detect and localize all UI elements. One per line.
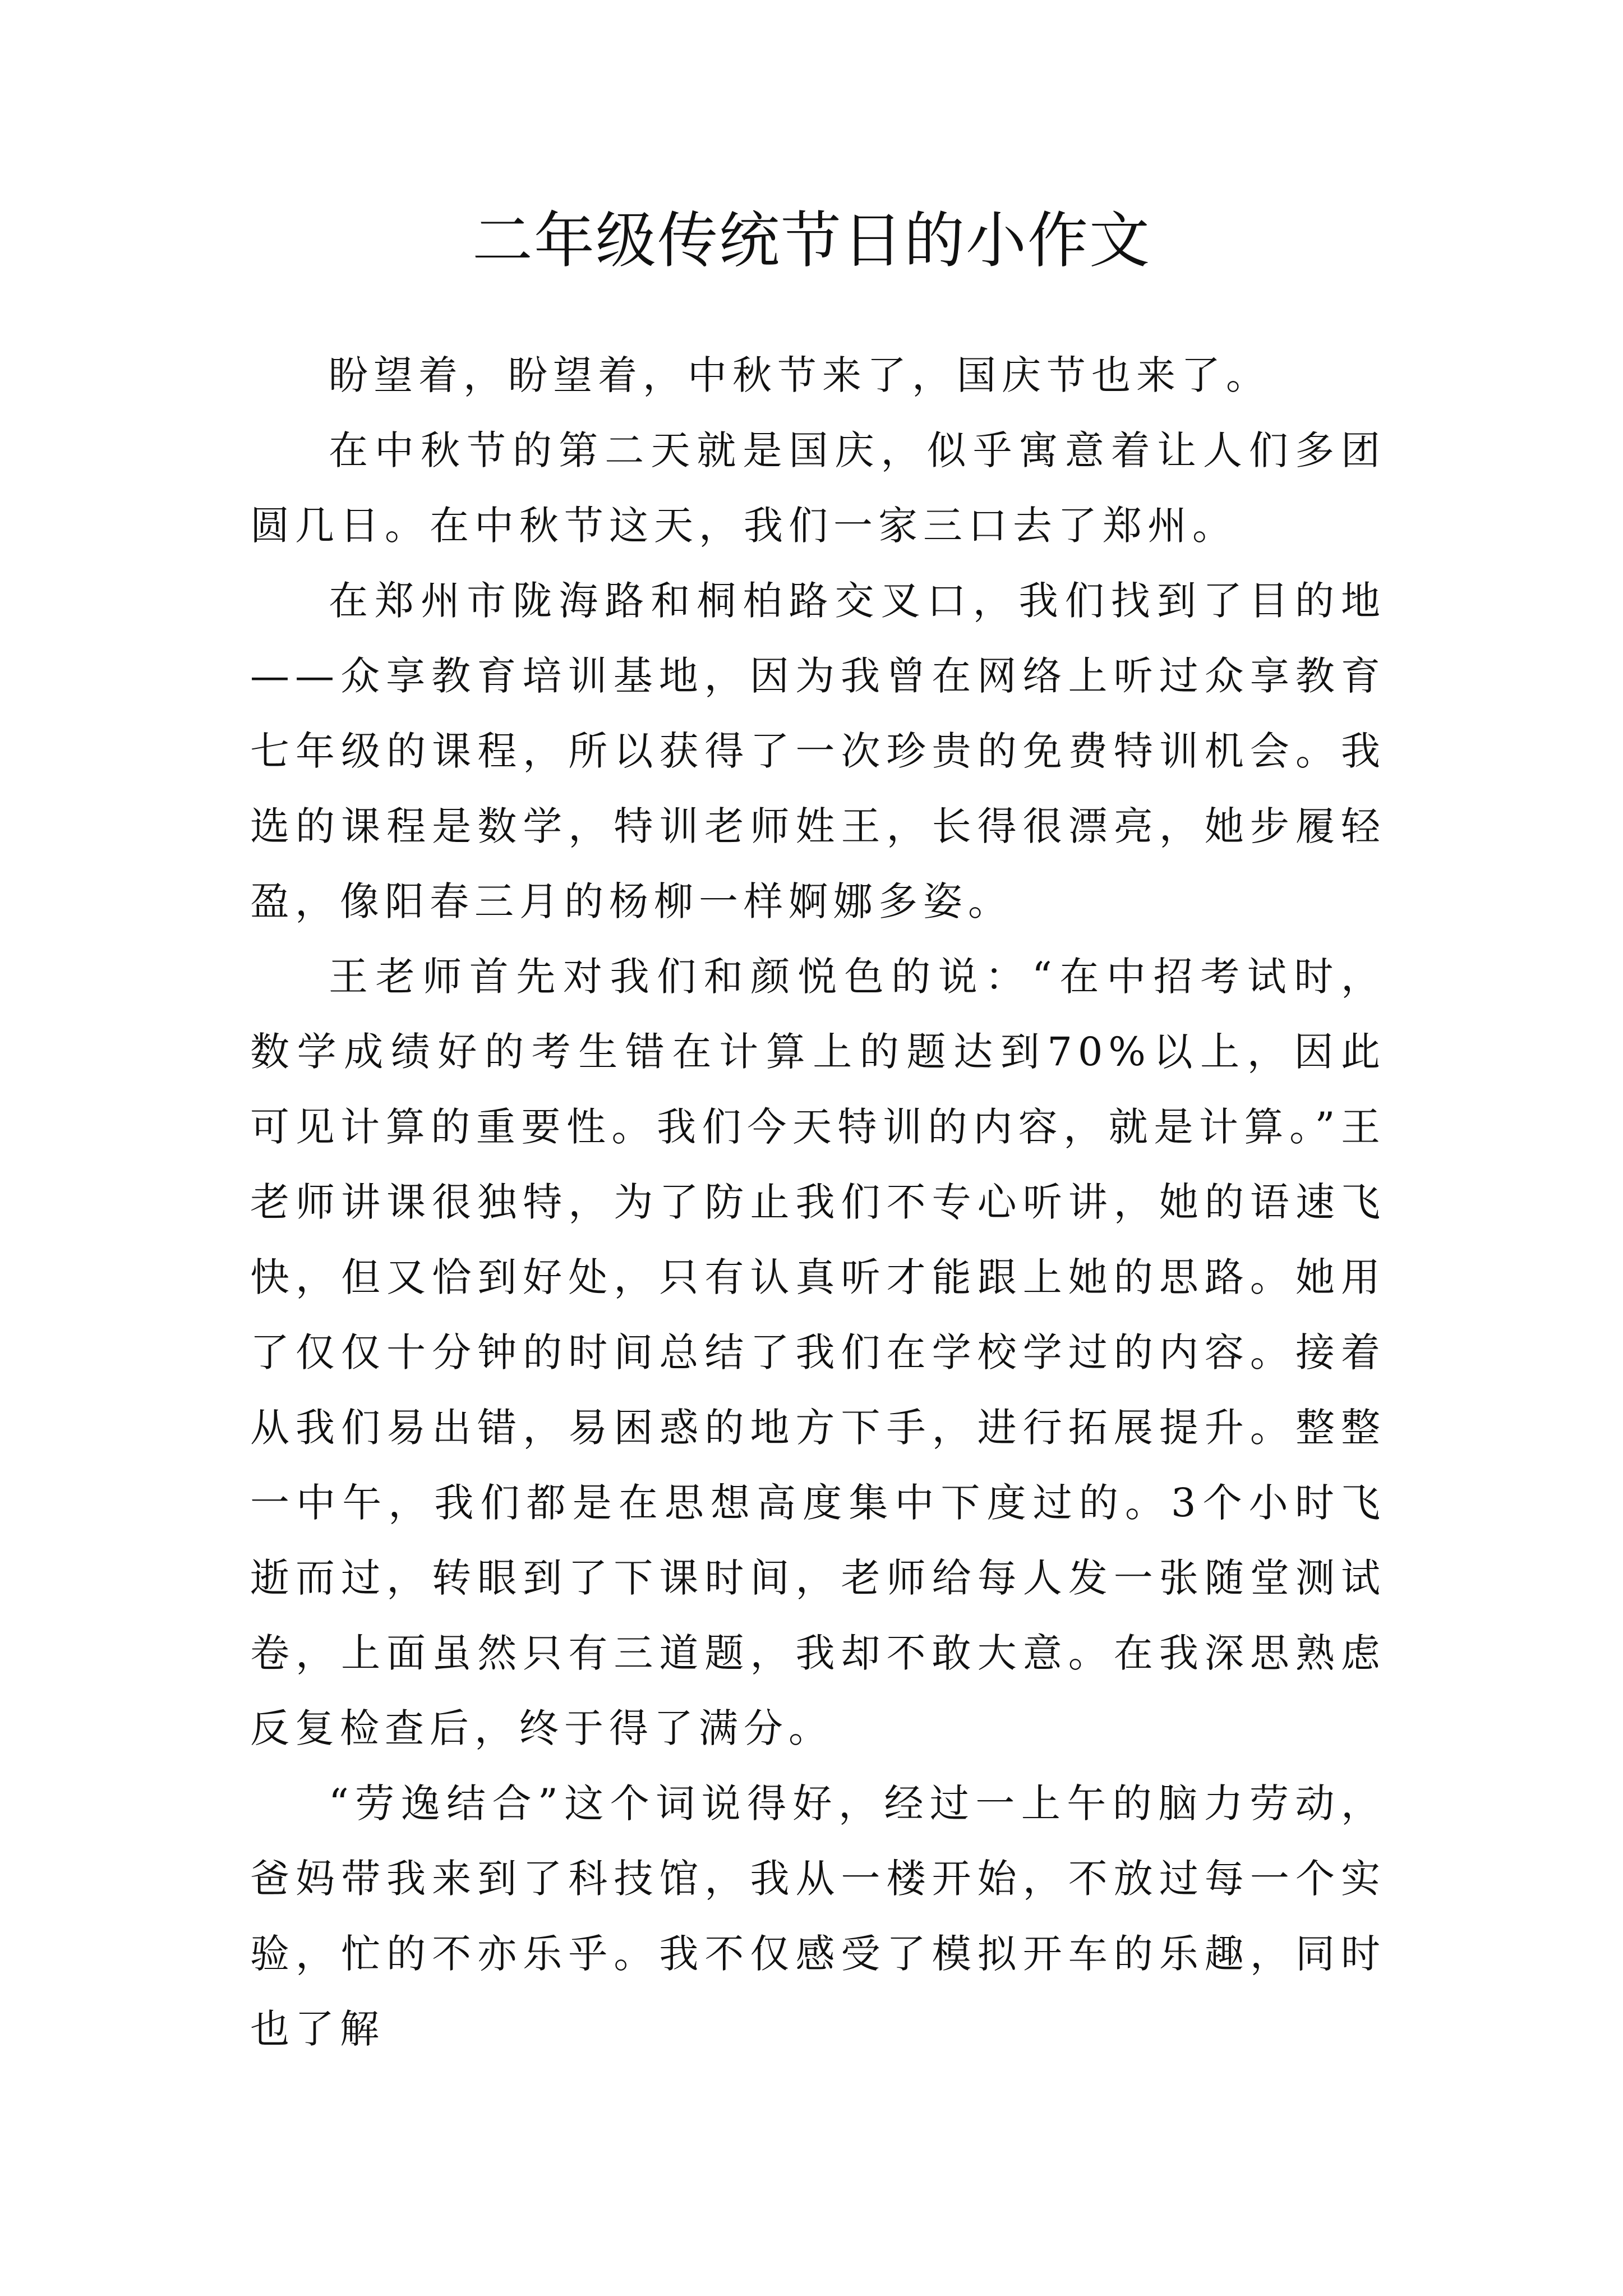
paragraph: “劳逸结合”这个词说得好，经过一上午的脑力劳动，爸妈带我来到了科技馆，我从一楼开始，不放过每一个实验，忙的不亦乐乎。我不仅感受了模拟开车的乐趣，同时也了解 (250, 1780, 1386, 2052)
paragraph: 盼望着，盼望着，中秋节来了，国庆节也来了。 (329, 352, 1271, 398)
paragraph: 在郑州市陇海路和桐柏路交叉口，我们找到了目的地——众享教育培训基地，因为我曾在网络上听过众享教育七年级的课程，所以获得了一次珍贵的免费特训机会。我选的课程是数学，特训老师姓王，长得很漂亮，她步履轻盈，像阳春三月的杨柳一样婀娜多姿。 (250, 578, 1386, 924)
paragraph: 在中秋节的第二天就是国庆，似乎寓意着让人们多团圆几日。在中秋节这天，我们一家三口去了郑州。 (250, 427, 1386, 549)
document-title: 二年级传统节日的小作文 (472, 206, 1151, 276)
document-body (250, 338, 1386, 2067)
paragraph: 王老师首先对我们和颜悦色的说：“在中招考试时，数学成绩好的考生错在计算上的题达到70%以上，因此可见计算的重要性。我们今天特训的内容，就是计算。”王老师讲课很独特，为了防止我们不专心听讲，她的语速飞快，但又恰到好处，只有认真听才能跟上她的思路。她用了仅仅十分钟的时间总结了我们在学校学过的内容。接着从我们易出错，易困惑的地方下手，进行拓展提升。整整一中午，我们都是在思想高度集中下度过的。3个小时飞逝而过，转眼到了下课时间，老师给每人发一张随堂测试卷，上面虽然只有三道题，我却不敢大意。在我深思熟虑反复检查后，终于得了满分。 (250, 954, 1386, 1751)
